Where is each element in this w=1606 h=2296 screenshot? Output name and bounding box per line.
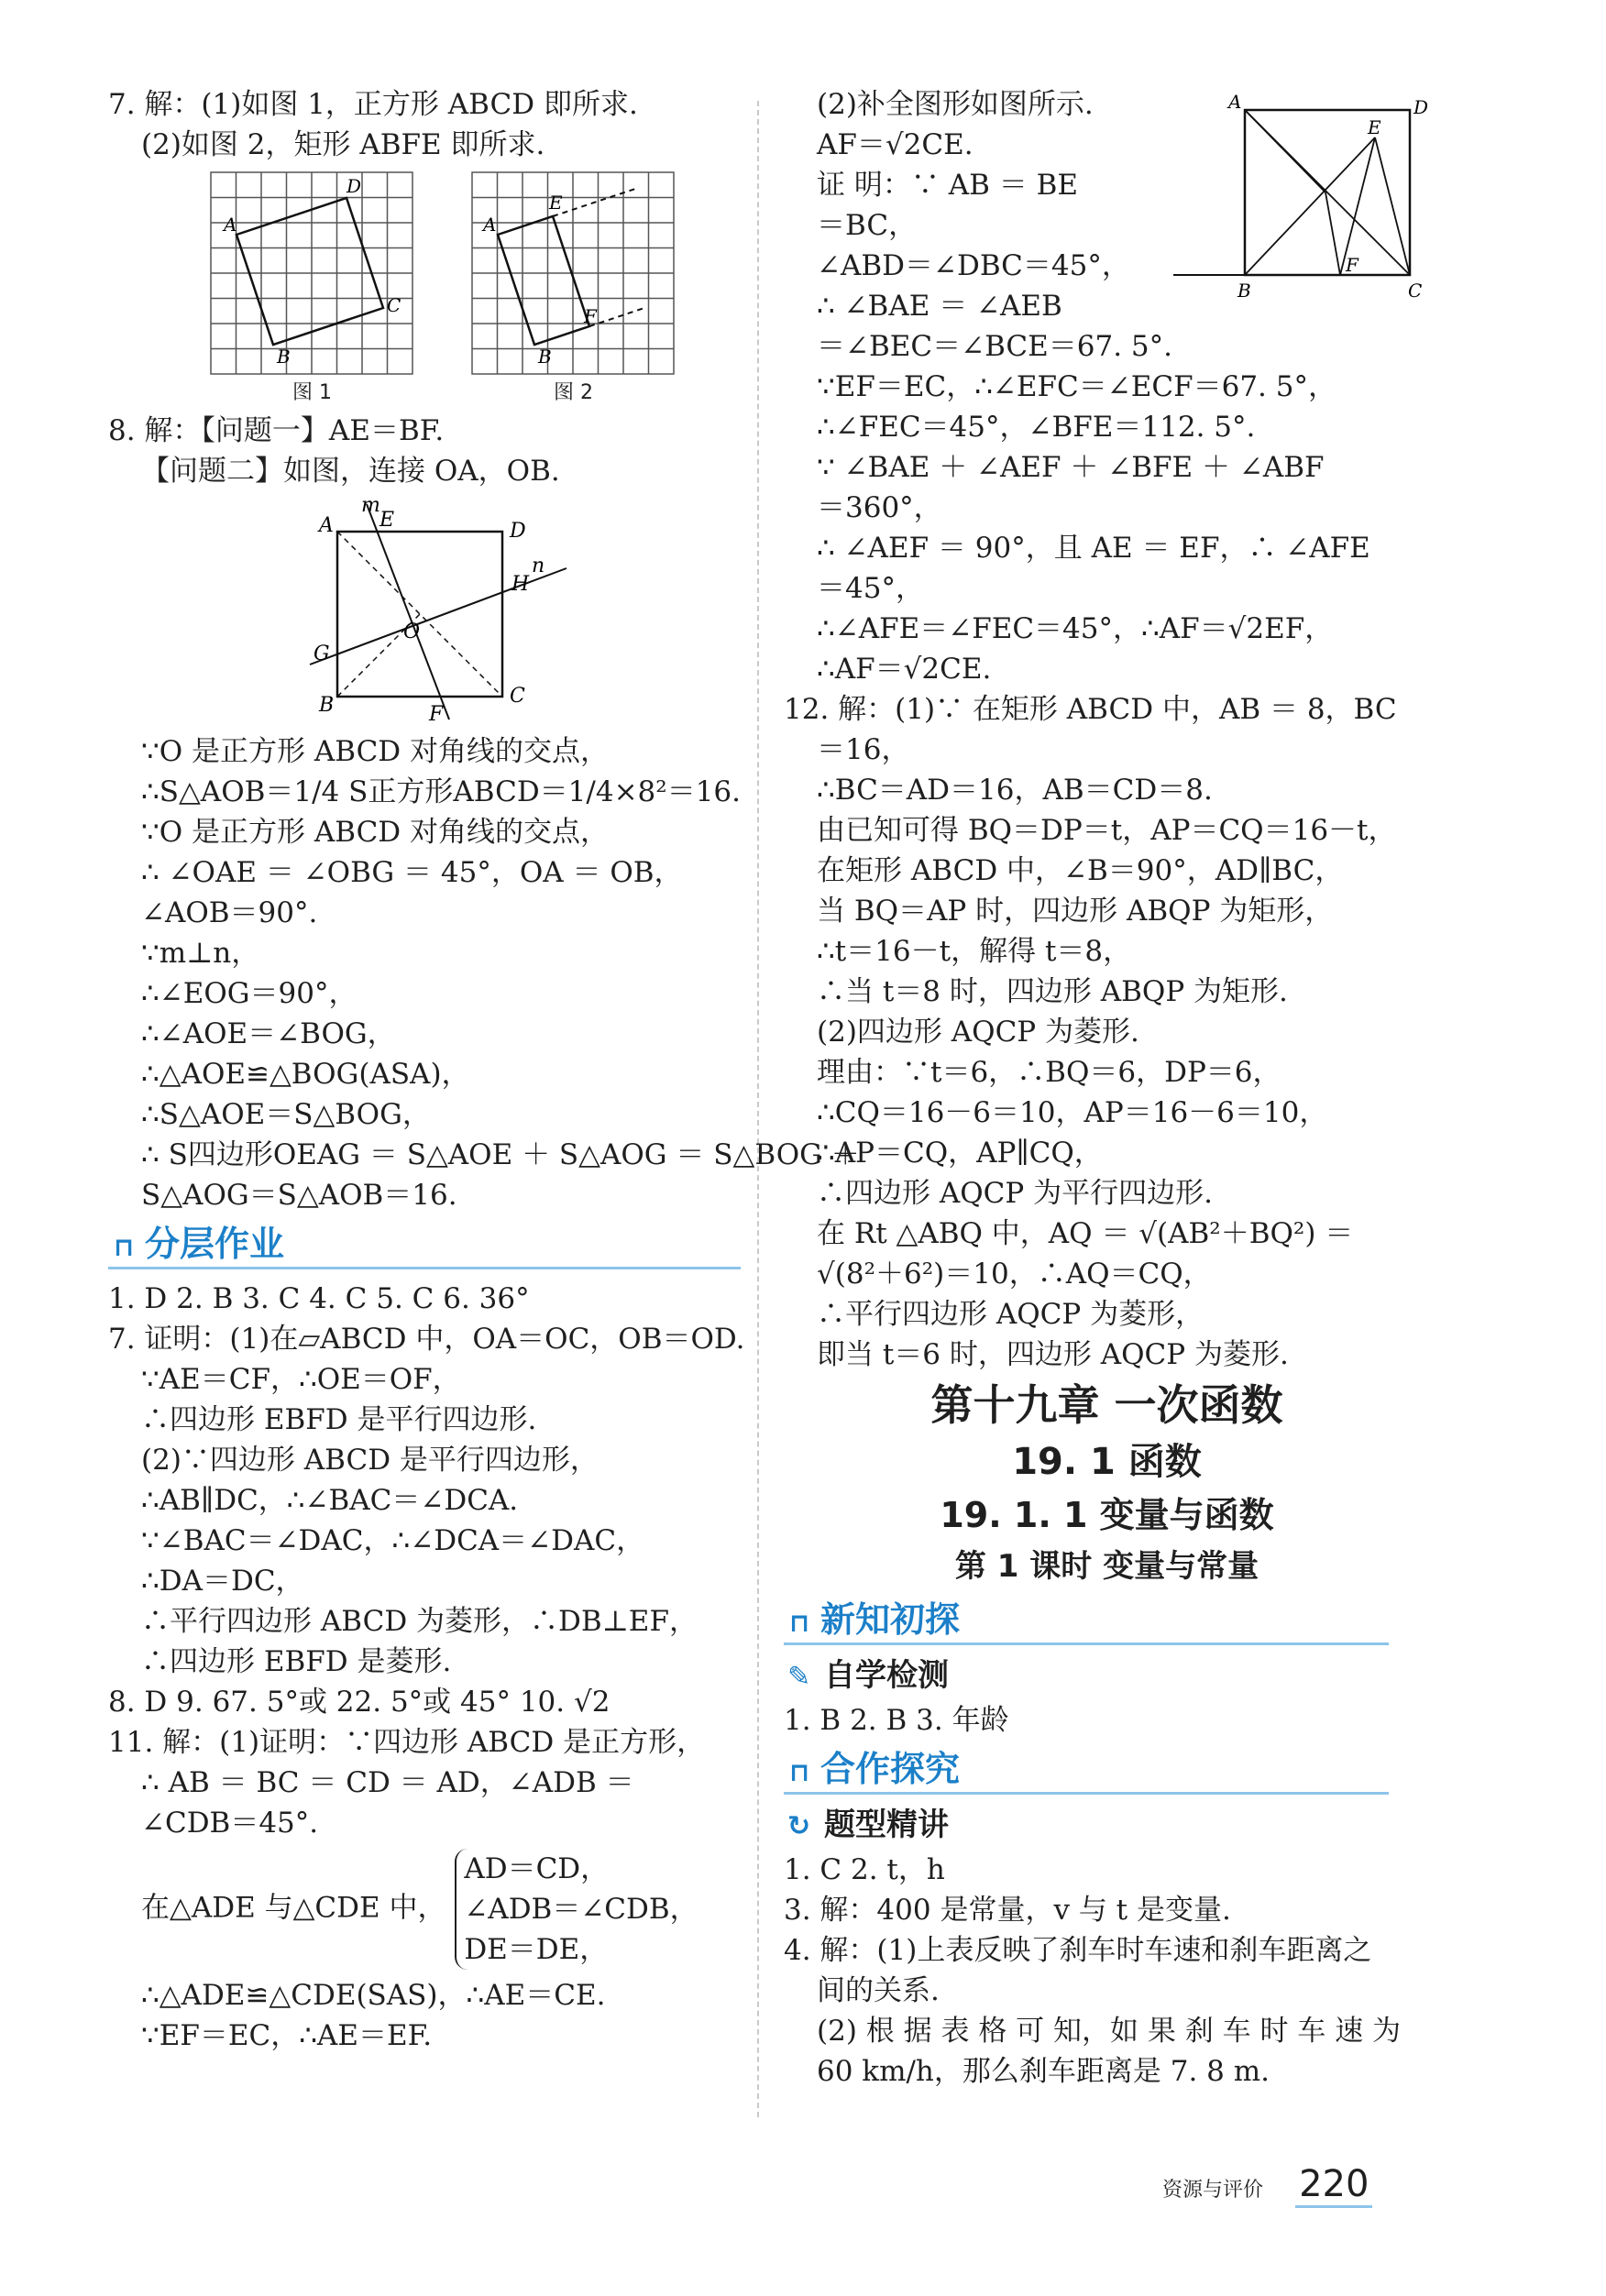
answers-1-6: 1. D 2. B 3. C 4. C 5. C 6. 36° xyxy=(108,1282,530,1315)
q7b-line5: ∴AB∥DC，∴∠BAC＝∠DCA. xyxy=(141,1484,519,1517)
q11-brace-prefix: 在△ADE 与△CDE 中， xyxy=(141,1891,446,1925)
figure-1-grid xyxy=(209,170,415,377)
subheading-text: 自学检测 xyxy=(824,1657,949,1694)
q11-line1: 11. 解：(1)证明：∵四边形 ABCD 是正方形， xyxy=(108,1726,706,1759)
fig4-label-c: C xyxy=(1408,280,1423,302)
left-column xyxy=(108,84,860,2056)
page-number: 220 xyxy=(1295,2163,1372,2208)
q11b-line6: ∴ ∠BAE ＝ ∠AEB xyxy=(817,290,1062,323)
figure-2-grid xyxy=(470,170,676,377)
q7b-line4: (2)∵四边形 ABCD 是平行四边形， xyxy=(141,1444,599,1477)
square-abcd xyxy=(236,198,383,345)
q7b-line7: ∴DA＝DC， xyxy=(141,1565,304,1598)
q11-line2: ∴ AB ＝ BC ＝ CD ＝ AD，∠ADB ＝ xyxy=(141,1766,634,1799)
figure-3 xyxy=(301,495,576,724)
bookmark-icon: ⊓ xyxy=(114,1232,135,1262)
type-answer-3: 4. 解：(1)上表反映了刹车时车速和刹车距离之 xyxy=(784,1934,1372,1967)
q8-proof-9: ∴△AOE≌△BOG(ASA)， xyxy=(141,1058,470,1091)
page-footer xyxy=(1162,2163,1372,2205)
fig1-label-a: A xyxy=(224,214,237,236)
figure-4 xyxy=(1164,93,1430,304)
rectangle-abfe xyxy=(498,216,589,345)
q12-line4: 由已知可得 BQ＝DP＝t，AP＝CQ＝16－t， xyxy=(817,814,1397,847)
bookmark-icon: ⊓ xyxy=(789,1608,810,1638)
q11b-line4: ＝BC， xyxy=(817,209,918,242)
q11-brace-row-2: ∠ADB＝∠CDB， xyxy=(464,1893,698,1926)
q12-line13: ∴四边形 AQCP 为平行四边形. xyxy=(817,1177,1213,1210)
q7b-line8: ∴平行四边形 ABCD 为菱形，∴DB⊥EF， xyxy=(141,1605,698,1638)
fig3-label-d: D xyxy=(510,520,526,543)
section-heading-text: 分层作业 xyxy=(145,1224,285,1264)
q7-line1: 7. 解：(1)如图 1，正方形 ABCD 即所求. xyxy=(108,88,638,121)
fig4-label-a: A xyxy=(1228,93,1242,113)
q8-proof-2: ∴S△AOB＝1/4 S正方形ABCD＝1/4×8²＝16. xyxy=(141,775,741,808)
q11-end-1: ∴△ADE≌△CDE(SAS)，∴AE＝CE. xyxy=(141,1979,606,2012)
q8-proof-8: ∴∠AOE＝∠BOG， xyxy=(141,1017,396,1050)
fig4-label-e: E xyxy=(1368,116,1381,138)
figure-3-wrap xyxy=(108,495,741,728)
type-answer-5: (2) 根 据 表 格 可 知，如 果 刹 车 时 车 速 为 xyxy=(817,2015,1402,2048)
q8-proof-12: S△AOG＝S△AOB＝16. xyxy=(141,1179,457,1212)
q11b-line5: ∠ABD＝∠DBC＝45°， xyxy=(817,249,1130,282)
q8-proof-1: ∵O 是正方形 ABCD 对角线的交点， xyxy=(141,735,610,768)
q11b-line1: (2)补全图形如图所示. xyxy=(817,88,1094,121)
type-answer-1: 1. C 2. t，h xyxy=(784,1853,945,1886)
fig3-label-c: C xyxy=(510,685,525,708)
q8-proof-3: ∵O 是正方形 ABCD 对角线的交点， xyxy=(141,816,610,849)
q11-line3: ∠CDB＝45°. xyxy=(141,1807,319,1840)
q11-brace-block xyxy=(108,1849,741,1970)
q11b-line14: ∴∠AFE＝∠FEC＝45°，∴AF＝√2EF， xyxy=(817,612,1334,645)
section-heading-cooperation xyxy=(784,1746,1389,1795)
q11b-line7: ＝∠BEC＝∠BCE＝67. 5°. xyxy=(817,330,1173,363)
q12-line6: 当 BQ＝AP 时，四边形 ABQP 为矩形， xyxy=(817,895,1334,928)
q7b-line1: 7. 证明：(1)在▱ABCD 中，OA＝OC，OB＝OD. xyxy=(108,1323,745,1356)
q8-proof-4: ∴ ∠OAE ＝ ∠OBG ＝ 45°，OA ＝ OB， xyxy=(141,856,683,889)
column-divider xyxy=(757,101,759,2117)
fig2-label-e: E xyxy=(549,192,563,214)
fig3-label-f: F xyxy=(429,703,444,724)
type-answer-2: 3. 解：400 是常量，v 与 t 是变量. xyxy=(784,1894,1231,1927)
figure-2 xyxy=(470,170,676,405)
q12-line8: ∴当 t＝8 时，四边形 ABQP 为矩形. xyxy=(817,975,1288,1008)
fig3-label-e: E xyxy=(380,509,395,532)
section-heading-new-knowledge xyxy=(784,1597,1389,1645)
q11b-line2: AF＝√2CE. xyxy=(817,128,974,161)
figure-2-caption: 图 2 xyxy=(554,381,593,404)
q12-line14: 在 Rt △ABQ 中，AQ ＝ √(AB²＋BQ²) ＝ xyxy=(817,1217,1354,1250)
fig3-label-m: m xyxy=(361,495,380,517)
q12-line10: 理由：∵t＝6，∴BQ＝6，DP＝6， xyxy=(817,1056,1282,1089)
q11b-line10: ∵ ∠BAE ＋ ∠AEF ＋ ∠BFE ＋ ∠ABF xyxy=(817,451,1325,484)
q11-end-2: ∵EF＝EC，∴AE＝EF. xyxy=(141,2019,433,2052)
figure-1 xyxy=(209,170,415,405)
lesson-title: 第 1 课时 变量与常量 xyxy=(954,1548,1260,1585)
fig3-label-g: G xyxy=(314,643,330,665)
chapter-title: 第十九章 一次函数 xyxy=(930,1380,1283,1430)
q7b-line6: ∵∠BAC＝∠DAC，∴∠DCA＝∠DAC， xyxy=(141,1524,645,1557)
fig1-label-d: D xyxy=(346,175,362,197)
q8-proof-10: ∴S△AOE＝S△BOG， xyxy=(141,1098,431,1131)
answers-8-10: 8. D 9. 67. 5°或 22. 5°或 45° 10. √2 xyxy=(108,1686,610,1719)
q11-brace-row-1: AD＝CD， xyxy=(464,1852,610,1885)
figure-1-caption: 图 1 xyxy=(292,381,332,404)
q8-proof-5: ∠AOB＝90°. xyxy=(141,896,318,929)
fig3-label-n: n xyxy=(532,555,545,577)
fig4-label-b: B xyxy=(1238,280,1251,302)
fig1-label-b: B xyxy=(277,346,291,368)
q8-line1: 8. 解：【问题一】AE＝BF. xyxy=(108,414,445,447)
q12-line9: (2)四边形 AQCP 为菱形. xyxy=(817,1016,1139,1049)
fig1-label-c: C xyxy=(387,294,402,316)
pencil-icon: ✎ xyxy=(787,1661,811,1693)
bookmark-icon: ⊓ xyxy=(789,1757,810,1787)
q11b-line15: ∴AF＝√2CE. xyxy=(817,653,992,686)
self-check-answers: 1. B 2. B 3. 年龄 xyxy=(784,1704,1009,1737)
q12-line17: 即当 t＝6 时，四边形 AQCP 为菱形. xyxy=(817,1338,1289,1371)
q12-line7: ∴t＝16－t，解得 t＝8， xyxy=(817,935,1132,968)
q12-line2: ＝16， xyxy=(817,733,910,766)
q7b-line9: ∴四边形 EBFD 是菱形. xyxy=(141,1645,452,1678)
q11-brace xyxy=(455,1849,698,1970)
q7-line2: (2)如图 2，矩形 ABFE 即所求. xyxy=(141,128,545,161)
right-column xyxy=(784,84,1430,2092)
refresh-icon: ↻ xyxy=(787,1810,811,1842)
subheading-self-check xyxy=(784,1654,1430,1697)
fig2-label-f: F xyxy=(584,305,597,327)
q8-proof-7: ∴∠EOG＝90°， xyxy=(141,977,358,1010)
fig4-label-f: F xyxy=(1346,254,1358,276)
section-heading-text: 合作探究 xyxy=(820,1749,961,1789)
q11b-line8: ∵EF＝EC，∴∠EFC＝∠ECF＝67. 5°， xyxy=(817,370,1336,403)
type-answer-4: 间的关系. xyxy=(817,1974,940,2007)
type-answer-6: 60 km/h，那么刹车距离是 7. 8 m. xyxy=(817,2055,1270,2088)
fig3-label-o: O xyxy=(403,621,421,643)
q12-line15: √(8²＋6²)＝10，∴AQ＝CQ， xyxy=(817,1258,1212,1291)
q11b-line9: ∴∠FEC＝45°，∠BFE＝112. 5°. xyxy=(817,411,1256,444)
fig3-label-b: B xyxy=(319,694,335,717)
subheading-problem-types xyxy=(784,1804,1430,1846)
section-heading-text: 新知初探 xyxy=(820,1599,961,1640)
q12-line12: ∴AP＝CQ，AP∥CQ， xyxy=(817,1137,1103,1170)
q8-line2: 【问题二】如图，连接 OA，OB. xyxy=(141,455,560,488)
q11b-line3: 证 明：∵ AB ＝ BE xyxy=(817,169,1078,202)
q8-proof-11: ∴ S四边形OEAG ＝ S△AOE ＋ S△AOG ＝ S△BOG ＋ xyxy=(141,1138,860,1171)
q7b-line3: ∴四边形 EBFD 是平行四边形. xyxy=(141,1403,537,1436)
q11b-block xyxy=(784,84,1430,689)
q12-line3: ∴BC＝AD＝16，AB＝CD＝8. xyxy=(817,774,1213,807)
fig4-label-d: D xyxy=(1414,96,1429,118)
grid-figures xyxy=(108,170,741,405)
subsection-title: 19. 1. 1 变量与函数 xyxy=(940,1495,1274,1535)
q7b-line2: ∵AE＝CF，∴OE＝OF， xyxy=(141,1363,461,1396)
fig2-label-b: B xyxy=(538,346,552,368)
section-title: 19. 1 函数 xyxy=(1012,1441,1202,1483)
q11b-line11: ＝360°， xyxy=(817,491,942,524)
fig3-label-a: A xyxy=(319,514,334,537)
q11b-line13: ＝45°， xyxy=(817,572,924,605)
q12-line5: 在矩形 ABCD 中，∠B＝90°，AD∥BC， xyxy=(817,854,1344,887)
q8-proof-6: ∵m⊥n， xyxy=(141,937,260,970)
q12-line1: 12. 解：(1)∵ 在矩形 ABCD 中，AB ＝ 8，BC xyxy=(784,693,1397,726)
footer-source: 资源与评价 xyxy=(1162,2179,1264,2202)
section-heading-layered-homework xyxy=(108,1221,741,1269)
q11-brace-row-3: DE＝DE， xyxy=(464,1933,609,1966)
fig2-label-a: A xyxy=(483,214,497,236)
q12-line11: ∴CQ＝16－6＝10，AP＝16－6＝10， xyxy=(817,1096,1328,1129)
fig3-label-h: H xyxy=(512,573,530,596)
q11b-line12: ∴ ∠AEF ＝ 90°，且 AE ＝ EF，∴ ∠AFE xyxy=(817,532,1370,565)
q12-line16: ∴平行四边形 AQCP 为菱形， xyxy=(817,1298,1204,1331)
subheading-text: 题型精讲 xyxy=(824,1807,949,1843)
